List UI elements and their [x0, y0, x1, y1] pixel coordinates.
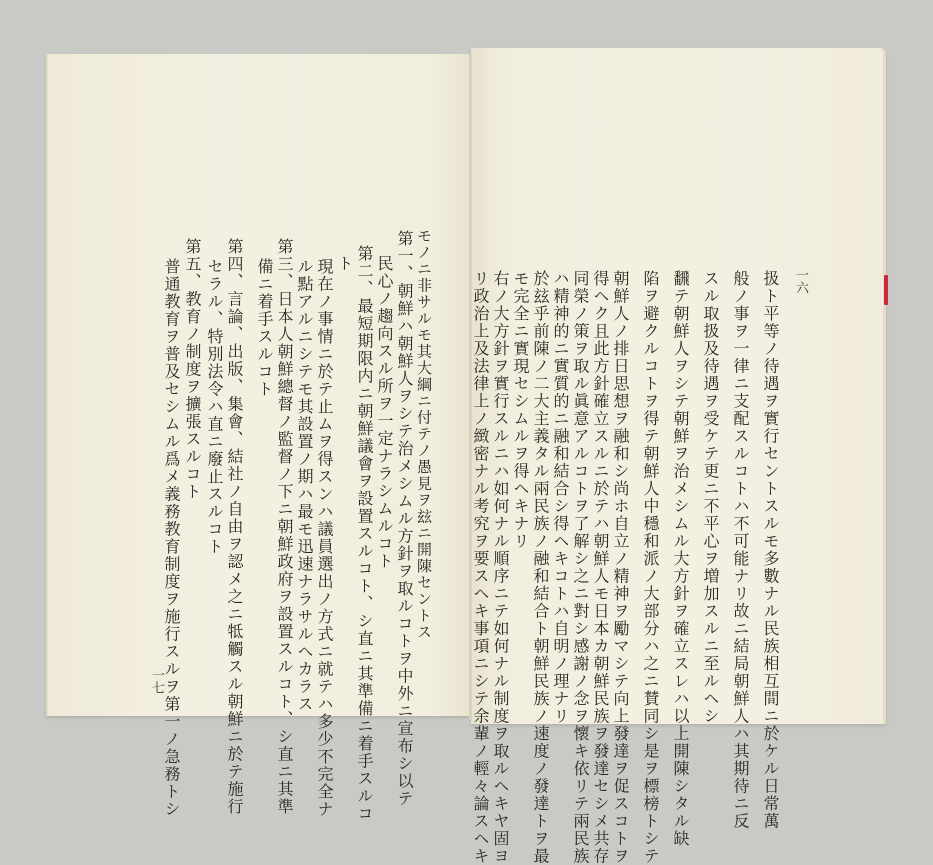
- text-line: 第一、朝鮮ハ朝鮮人ヲシテ治メシムル方針ヲ取ルコトヲ中外ニ宣布シ以テ: [395, 230, 414, 808]
- text-line: 備ニ着手スルコト: [255, 258, 274, 398]
- text-line: 朝鮮人ノ排日思想ヲ融和シ尚ホ自立ノ精神ヲ勵マシテ向上發達ヲ促スコトヲ: [611, 270, 630, 865]
- text-line: セラル、特別法令ハ直ニ廢止スルコト: [205, 258, 224, 556]
- text-line: 右ノ大方針ヲ實行スルニハ如何ナル順序ニテ如何ナル制度ヲ取ルヘキヤ固ヨ: [491, 270, 510, 865]
- text-line: 民心ノ趨向スル所ヲ一定ナラシムルコト: [375, 255, 394, 570]
- text-line: 第二、最短期限内ニ朝鮮議會ヲ設置スルコト、シ直ニ其準備ニ着手スルコ: [355, 245, 374, 823]
- text-line: ト: [335, 255, 354, 273]
- text-line: 第三、日本人朝鮮總督ノ監督ノ下ニ朝鮮政府ヲ設置スルコト、シ直ニ其準: [275, 238, 294, 816]
- text-line: 普通教育ヲ普及セシムル爲メ義務教育制度ヲ施行スルヲ第一ノ急務トシ: [162, 258, 181, 818]
- text-line: 陷ヲ避クルコトヲ得テ朝鮮人中穩和派ノ大部分ハ之ニ賛同シ是ヲ標榜トシテ: [641, 270, 660, 865]
- text-line: 第四、言論、出版、集會、結社ノ自由ヲ認メ之ニ牴觸スル朝鮮ニ於テ施行: [225, 238, 244, 816]
- text-line: 扱ト平等ノ待遇ヲ實行セントスルモ多數ナル民族相互間ニ於ケル日常萬: [761, 270, 780, 830]
- text-line: 般ノ事ヲ一律ニ支配スルコトハ不可能ナリ故ニ結局朝鮮人ハ其期待ニ反: [731, 270, 750, 830]
- text-line: モノニ非サルモ其大綱ニ付テノ愚見ヲ玆ニ開陳セントス: [415, 228, 433, 641]
- text-line: 現在ノ事情ニ於テ止ムヲ得スンハ議員選出ノ方式ニ就テハ多少不完全ナ: [315, 258, 334, 818]
- text-line: 同榮ノ策ヲ取ル眞意アルコトヲ了解シ之ニ對シ感謝ノ念ヲ懷キ依リテ兩民族: [571, 270, 590, 865]
- text-line: リ政治上及法律上ノ緻密ナル考究ヲ要スヘキ事項ニシテ余輩ノ輕々論スヘキ: [471, 270, 490, 865]
- text-line: 得ヘク且此方針確立スルニ於テハ朝鮮人モ日本カ朝鮮民族ヲ發達セシメ共存: [591, 270, 610, 865]
- text-line: モ完全ニ實現セシムルヲ得ヘキナリ: [511, 270, 530, 550]
- bookmark-ribbon: [884, 275, 888, 305]
- text-line: スル取扱及待遇ヲ受ケテ更ニ不平心ヲ増加スルニ至ルヘシ: [701, 270, 720, 725]
- page-number-right: 一六: [793, 268, 808, 294]
- text-line: 飜テ朝鮮人ヲシテ朝鮮ヲ治メシムル大方針ヲ確立スレハ以上開陳シタル缺: [671, 270, 690, 848]
- text-line: 於玆乎前陳ノ二大主義タル兩民族ノ融和結合ト朝鮮民族ノ速度ノ發達トヲ最: [531, 270, 550, 865]
- text-line: 第五、教育ノ制度ヲ擴張スルコト: [183, 238, 202, 501]
- page-number-left: 一七: [149, 668, 164, 694]
- text-line: ハ精神的ニ實質的ニ融和結合シ得ヘキコトハ自明ノ理ナリ: [551, 270, 570, 725]
- text-line: ル點アルニシテモ其設置ノ期ハ最モ迅速ナラサルヘカラス: [295, 258, 314, 713]
